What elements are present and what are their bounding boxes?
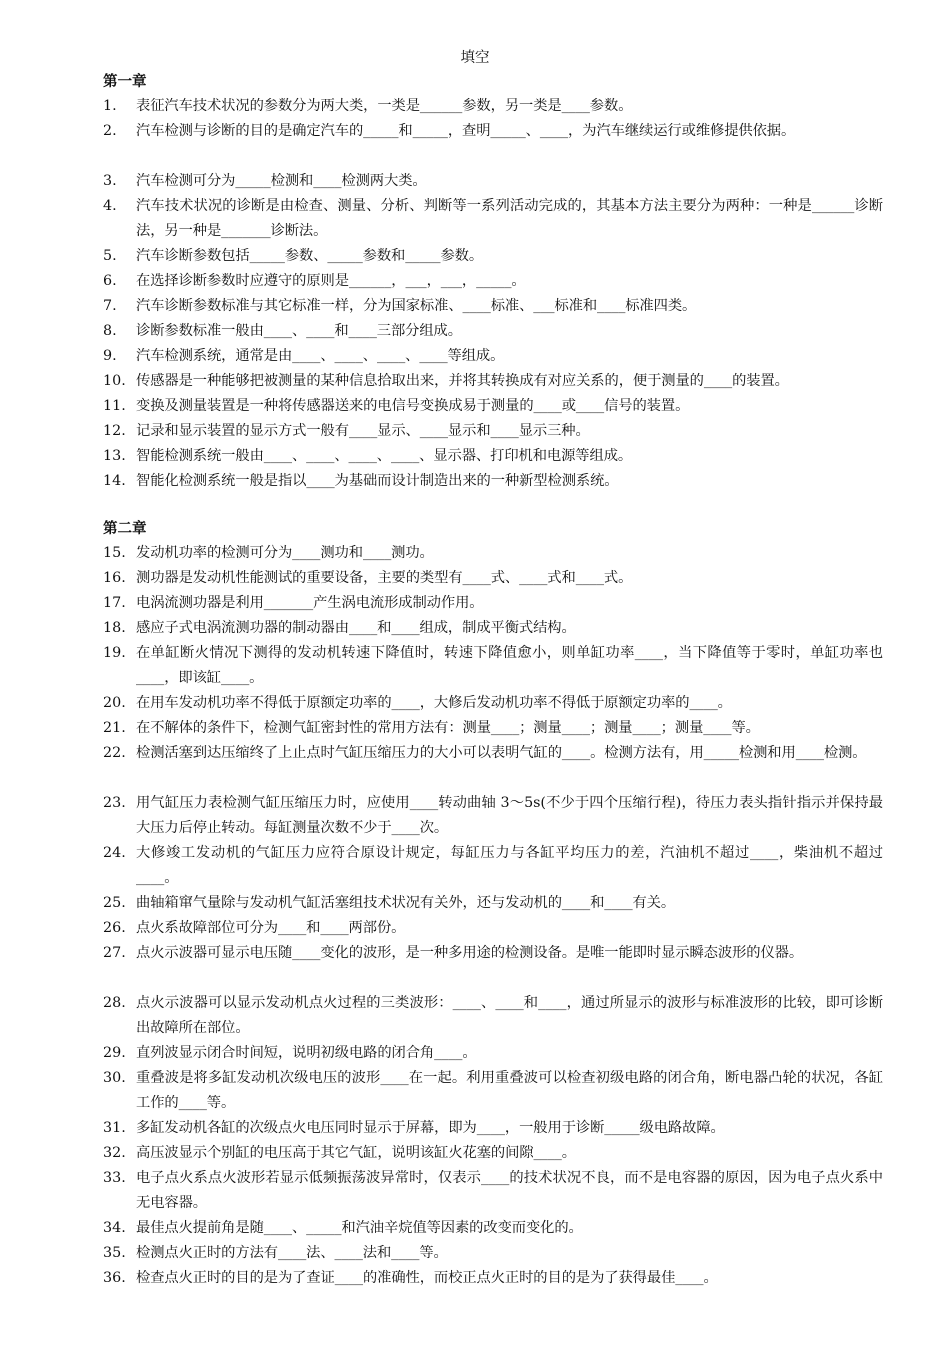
question-item [103, 169, 883, 194]
question-item [103, 244, 883, 269]
question-text: 检查点火正时的目的是为了查证____的准确性，而校正点火正时的目的是为了获得最佳____。 [136, 1270, 718, 1286]
question-number: 34. [103, 1220, 126, 1236]
question-text: 汽车诊断参数包括_____参数、_____参数和_____参数。 [136, 248, 484, 264]
question-item [103, 791, 883, 841]
question-number: 35. [103, 1245, 126, 1261]
question-text: 大修竣工发动机的气缸压力应符合原设计规定，每缸压力与各缸平均压力的差，汽油机不超过____，柴油机不超过____。 [136, 845, 883, 886]
question-number: 26. [103, 920, 126, 936]
question-number: 10. [103, 373, 126, 389]
question-number: 14. [103, 473, 126, 489]
question-item [103, 641, 883, 691]
question-number: 16. [103, 570, 126, 586]
question-text: 表征汽车技术状况的参数分为两大类，一类是______参数，另一类是____参数。 [136, 98, 633, 114]
question-item [103, 1216, 883, 1241]
question-number: 32. [103, 1145, 126, 1161]
question-number: 9. [103, 348, 117, 364]
question-text: 感应子式电涡流测功器的制动器由____和____组成，制成平衡式结构。 [136, 620, 576, 636]
question-text: 发动机功率的检测可分为____测功和____测功。 [136, 545, 434, 561]
question-item [103, 841, 883, 891]
question-item [103, 1041, 883, 1066]
question-item [103, 294, 883, 319]
question-item [103, 369, 883, 394]
question-item [103, 1166, 883, 1216]
question-item [103, 891, 883, 916]
question-text: 电子点火系点火波形若显示低频振荡波异常时，仅表示____的技术状况不良，而不是电容器的原因，因为电子点火系中无电容器。 [136, 1170, 883, 1211]
question-text: 变换及测量装置是一种将传感器送来的电信号变换成易于测量的____或____信号的装置。 [136, 398, 690, 414]
question-text: 在单缸断火情况下测得的发动机转速下降值时，转速下降值愈小，则单缸功率____，当下降值等于零时，单缸功率也____，即该缸____。 [136, 645, 883, 686]
question-text: 智能化检测系统一般是指以____为基础而设计制造出来的一种新型检测系统。 [136, 473, 619, 489]
question-text: 汽车诊断参数标准与其它标准一样，分为国家标准、____标准、___标准和____标准四类。 [136, 298, 697, 314]
question-number: 33. [103, 1170, 126, 1186]
question-number: 6. [103, 273, 117, 289]
question-number: 4. [103, 198, 117, 214]
question-text: 汽车检测可分为_____检测和____检测两大类。 [136, 173, 427, 189]
question-text: 点火系故障部位可分为____和____两部份。 [136, 920, 406, 936]
question-item [103, 344, 883, 369]
question-text: 电涡流测功器是利用_______产生涡电流形成制动作用。 [136, 595, 484, 611]
question-number: 25. [103, 895, 126, 911]
question-item [103, 941, 883, 966]
question-text: 曲轴箱窜气量除与发动机气缸活塞组技术状况有关外，还与发动机的____和____有关。 [136, 895, 676, 911]
question-text: 测功器是发动机性能测试的重要设备，主要的类型有____式、____式和____式。 [136, 570, 633, 586]
question-text: 点火示波器可以显示发动机点火过程的三类波形：____、____和____，通过所显示的波形与标准波形的比较，即可诊断出故障所在部位。 [136, 995, 883, 1036]
question-item [103, 541, 883, 566]
question-text: 记录和显示装置的显示方式一般有____显示、____显示和____显示三种。 [136, 423, 590, 439]
question-number: 5. [103, 248, 117, 264]
chapter-title: 第一章 [103, 73, 147, 90]
question-text: 高压波显示个别缸的电压高于其它气缸，说明该缸火花塞的间隙____。 [136, 1145, 576, 1161]
question-number: 18. [103, 620, 126, 636]
question-item [103, 616, 883, 641]
question-number: 3. [103, 173, 117, 189]
question-text: 汽车检测与诊断的目的是确定汽车的_____和_____，查明_____、____，为汽车继续运行或维修提供依据。 [136, 123, 796, 139]
question-item [103, 1141, 883, 1166]
question-text: 在选择诊断参数时应遵守的原则是______，___，___，_____。 [136, 273, 526, 289]
question-item [103, 991, 883, 1041]
question-text: 检测点火正时的方法有____法、____法和____等。 [136, 1245, 448, 1261]
question-number: 7. [103, 298, 117, 314]
question-item [103, 394, 883, 419]
question-item [103, 1241, 883, 1266]
question-item [103, 716, 883, 741]
question-item [103, 691, 883, 716]
question-item [103, 444, 883, 469]
question-number: 17. [103, 595, 126, 611]
question-item [103, 194, 883, 244]
question-number: 20. [103, 695, 126, 711]
question-text: 检测活塞到达压缩终了上止点时气缸压缩压力的大小可以表明气缸的____。检测方法有，用_____检测和用____检测。 [136, 745, 867, 761]
question-text: 最佳点火提前角是随____、_____和汽油辛烷值等因素的改变而变化的。 [136, 1220, 583, 1236]
question-number: 19. [103, 645, 126, 661]
document-title: 填空 [460, 50, 490, 66]
question-item [103, 94, 883, 119]
question-item [103, 1066, 883, 1116]
question-number: 36. [103, 1270, 126, 1286]
question-item [103, 119, 883, 144]
question-number: 8. [103, 323, 117, 339]
question-number: 24. [103, 845, 126, 861]
question-text: 重叠波是将多缸发动机次级电压的波形____在一起。利用重叠波可以检查初级电路的闭合角，断电器凸轮的状况，各缸工作的____等。 [136, 1070, 883, 1111]
question-number: 28. [103, 995, 126, 1011]
question-number: 23. [103, 795, 126, 811]
question-number: 2. [103, 123, 117, 139]
chapter-title: 第二章 [103, 520, 147, 537]
question-number: 13. [103, 448, 126, 464]
question-number: 12. [103, 423, 126, 439]
question-number: 22. [103, 745, 126, 761]
question-number: 31. [103, 1120, 126, 1136]
question-text: 智能检测系统一般由____、____、____、____、显示器、打印机和电源等组成。 [136, 448, 633, 464]
question-number: 27. [103, 945, 126, 961]
question-item [103, 916, 883, 941]
question-item [103, 419, 883, 444]
question-text: 在用车发动机功率不得低于原额定功率的____，大修后发动机功率不得低于原额定功率的____。 [136, 695, 732, 711]
question-text: 传感器是一种能够把被测量的某种信息拾取出来，并将其转换成有对应关系的，便于测量的____的装置。 [136, 373, 789, 389]
question-text: 在不解体的条件下，检测气缸密封性的常用方法有：测量____；测量____；测量____；测量____等。 [136, 720, 760, 736]
question-text: 汽车检测系统，通常是由____、____、____、____等组成。 [136, 348, 505, 364]
question-number: 15. [103, 545, 126, 561]
question-text: 多缸发动机各缸的次级点火电压同时显示于屏幕，即为____，一般用于诊断_____级电路故障。 [136, 1120, 725, 1136]
question-item [103, 1116, 883, 1141]
question-item [103, 1266, 883, 1291]
question-number: 1. [103, 98, 117, 114]
question-item [103, 319, 883, 344]
question-number: 21. [103, 720, 126, 736]
question-item [103, 591, 883, 616]
question-item [103, 469, 883, 494]
question-text: 诊断参数标准一般由____、____和____三部分组成。 [136, 323, 462, 339]
question-text: 直列波显示闭合时间短，说明初级电路的闭合角____。 [136, 1045, 477, 1061]
question-number: 30. [103, 1070, 126, 1086]
question-item [103, 741, 883, 766]
question-number: 11. [103, 398, 126, 414]
question-text: 点火示波器可显示电压随____变化的波形，是一种多用途的检测设备。是唯一能即时显示瞬态波形的仪器。 [136, 945, 804, 961]
question-item [103, 566, 883, 591]
question-number: 29. [103, 1045, 126, 1061]
question-text: 用气缸压力表检测气缸压缩压力时，应使用____转动曲轴 3～5s(不少于四个压缩行程)，待压力表头指针指示并保持最大压力后停止转动。每缸测量次数不少于____次。 [136, 795, 883, 836]
question-item [103, 269, 883, 294]
question-text: 汽车技术状况的诊断是由检查、测量、分析、判断等一系列活动完成的，其基本方法主要分为两种：一种是______诊断法，另一种是_______诊断法。 [136, 198, 883, 239]
